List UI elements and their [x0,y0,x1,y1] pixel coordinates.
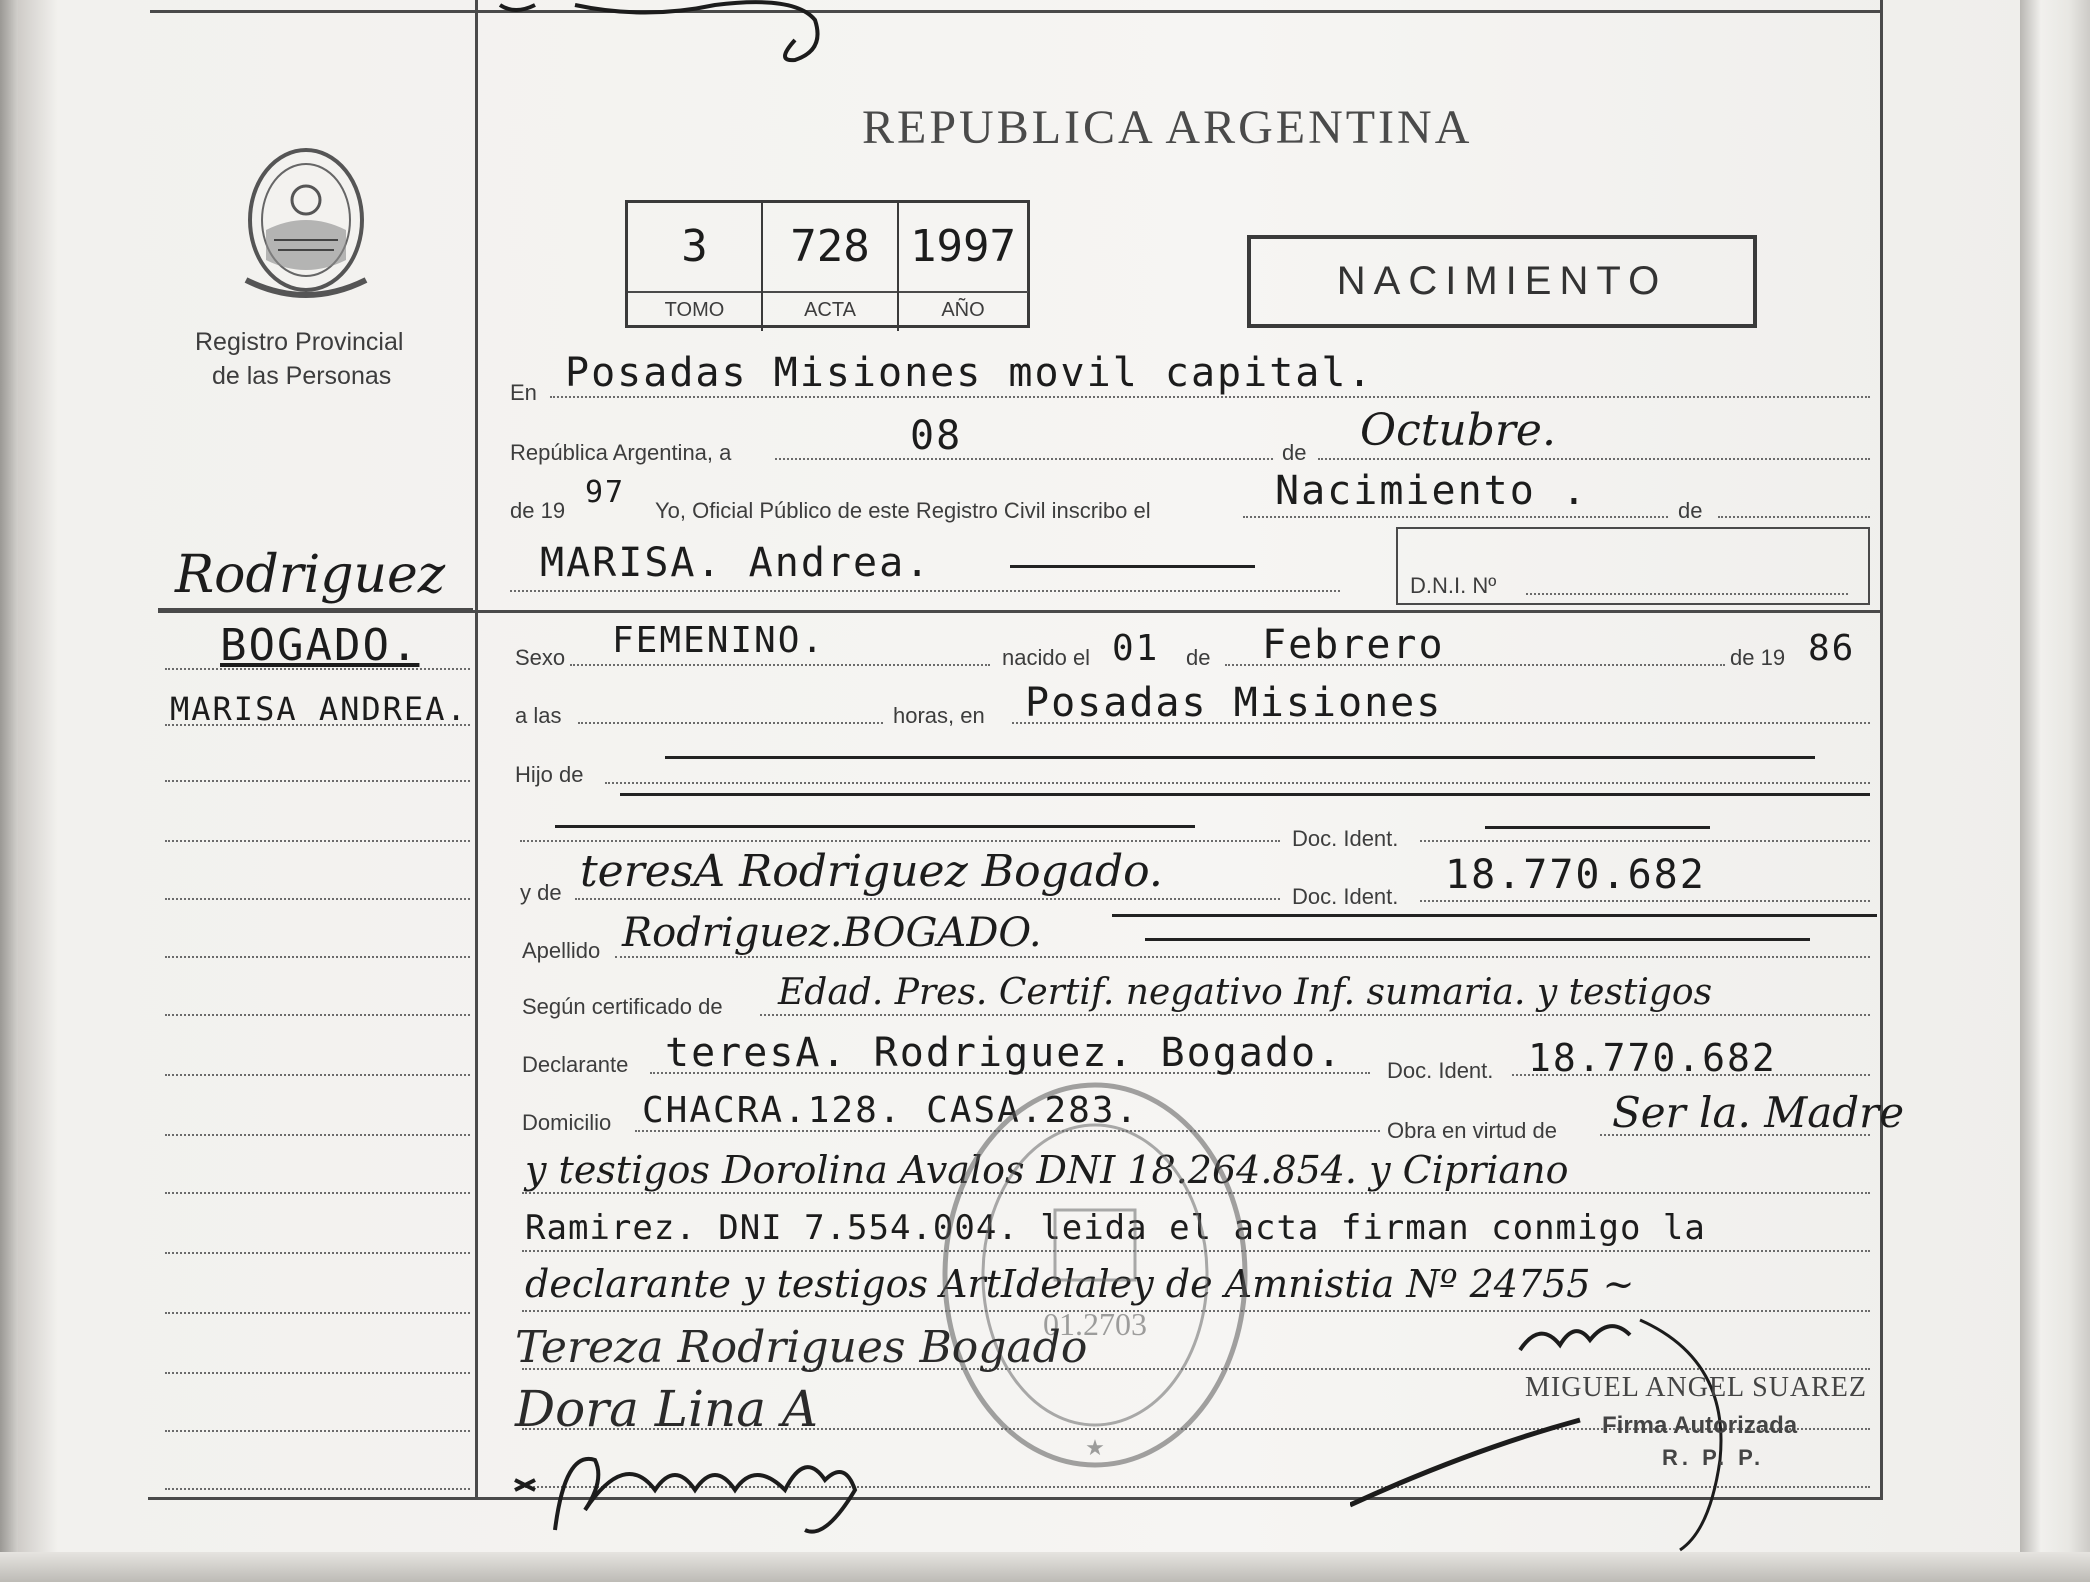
register-box [625,200,1030,328]
book-right-edge [2020,0,2090,1582]
notes-line-1: y testigos Dorolina Avalos DNI 18.264.854. y Cipriano [525,1148,1569,1192]
en-value: Posadas Misiones movil capital. [565,350,1374,396]
record-type-box: NACIMIENTO [1247,235,1757,328]
domicilio-label: Domicilio [522,1110,612,1135]
signature-3-scribble [505,1420,905,1550]
signature-2: Dora Lina A [515,1380,819,1438]
top-partial-signature [495,0,875,70]
obra-value: Ser la. Madre [1612,1088,1905,1137]
inscribo-label: Yo, Oficial Público de este Registro Civil inscribo el [655,498,1151,523]
official-seal-stamp [935,1075,1255,1475]
margin-given-names: MARISA ANDREA. [170,690,468,728]
year-prefix-label: de 19 [510,498,566,523]
declarante-doc: 18.770.682 [1528,1036,1777,1080]
acta-label: ACTA [804,299,856,321]
de-label-2: de [1678,498,1703,523]
dni-label: D.N.I. Nº [1410,573,1497,598]
doc-ident-label-3: Doc. Ident. [1387,1058,1494,1083]
margin-surname-2: BOGADO. [220,620,420,671]
republica-label: República Argentina, a [510,440,732,465]
notes-line-2: Ramirez. DNI 7.554.004. leida el acta firman conmigo la [525,1208,1706,1248]
top-rule [150,10,1882,13]
declarante-value: teresA. Rodriguez. Bogado. [665,1030,1344,1076]
dni-box [1396,527,1870,605]
de-label: de [1282,440,1307,465]
signature-1: Tereza Rodrigues Bogado [515,1322,1088,1373]
horas-label: horas, en [893,703,985,728]
ano-cell [899,203,1027,331]
declarante-label: Declarante [522,1052,629,1077]
nacido-year-label: de 19 [1730,645,1786,670]
misiones-crest-icon [236,140,376,300]
apellido-label: Apellido [522,938,601,963]
registry-name-line1: Registro Provincial [195,328,404,356]
mother-doc: 18.770.682 [1445,852,1706,898]
en-label: En [510,380,537,405]
doc-ident-label-1: Doc. Ident. [1292,826,1399,851]
official-org: R. P. P. [1662,1445,1765,1470]
segun-label: Según certificado de [522,994,723,1019]
nacido-year: 86 [1808,628,1856,669]
country-title: REPUBLICA ARGENTINA [862,101,1473,154]
tomo-value: 3 [681,221,708,272]
doc-ident-label-2: Doc. Ident. [1292,884,1399,909]
domicilio-value: CHACRA.128. CASA.283. [642,1090,1140,1131]
column-divider [475,0,478,1500]
right-border [1880,0,1883,1500]
official-title: Firma Autorizada [1602,1412,1798,1439]
ano-value: 1997 [910,221,1016,272]
acta-value: 728 [790,221,870,272]
apellido-value: Rodriguez.BOGADO. [622,910,1042,956]
sexo-label: Sexo [515,645,566,670]
year-value: 97 [585,475,626,510]
segun-value: Edad. Pres. Certif. negativo Inf. sumaria. y testigos [778,972,1713,1013]
nacido-day: 01 [1112,628,1160,669]
nacido-de-label: de [1186,645,1211,670]
hijo-label: Hijo de [515,762,584,787]
tomo-cell [628,203,763,331]
name-value: MARISA. Andrea. [540,540,932,586]
acta-cell [763,203,899,331]
margin-surname-1: Rodriguez [175,545,446,605]
place-value: Posadas Misiones [1025,680,1443,726]
obra-label: Obra en virtud de [1387,1118,1557,1143]
y-de-label: y de [520,880,562,905]
ano-label: AÑO [941,299,985,321]
registry-name-line2: de las Personas [212,362,392,390]
sexo-value: FEMENINO. [612,620,826,661]
svg-text:★: ★ [1085,1435,1105,1460]
official-name: MIGUEL ANGEL SUAREZ [1525,1372,1868,1403]
day-value: 08 [910,413,963,459]
month-value: Octubre. [1360,405,1556,456]
mother-value: teresA Rodriguez Bogado. [580,846,1163,897]
stamp-center-code: 01.2703 [1043,1306,1147,1342]
nacido-label: nacido el [1002,645,1091,670]
notes-line-3: declarante y testigos ArtIdelaley de Amnistia Nº 24755 ~ [525,1262,1635,1306]
section-rule [158,610,1883,613]
a-las-label: a las [515,703,562,728]
inscribo-value: Nacimiento . [1275,468,1588,514]
nacido-month: Febrero [1262,622,1445,668]
tomo-label: TOMO [664,299,725,321]
